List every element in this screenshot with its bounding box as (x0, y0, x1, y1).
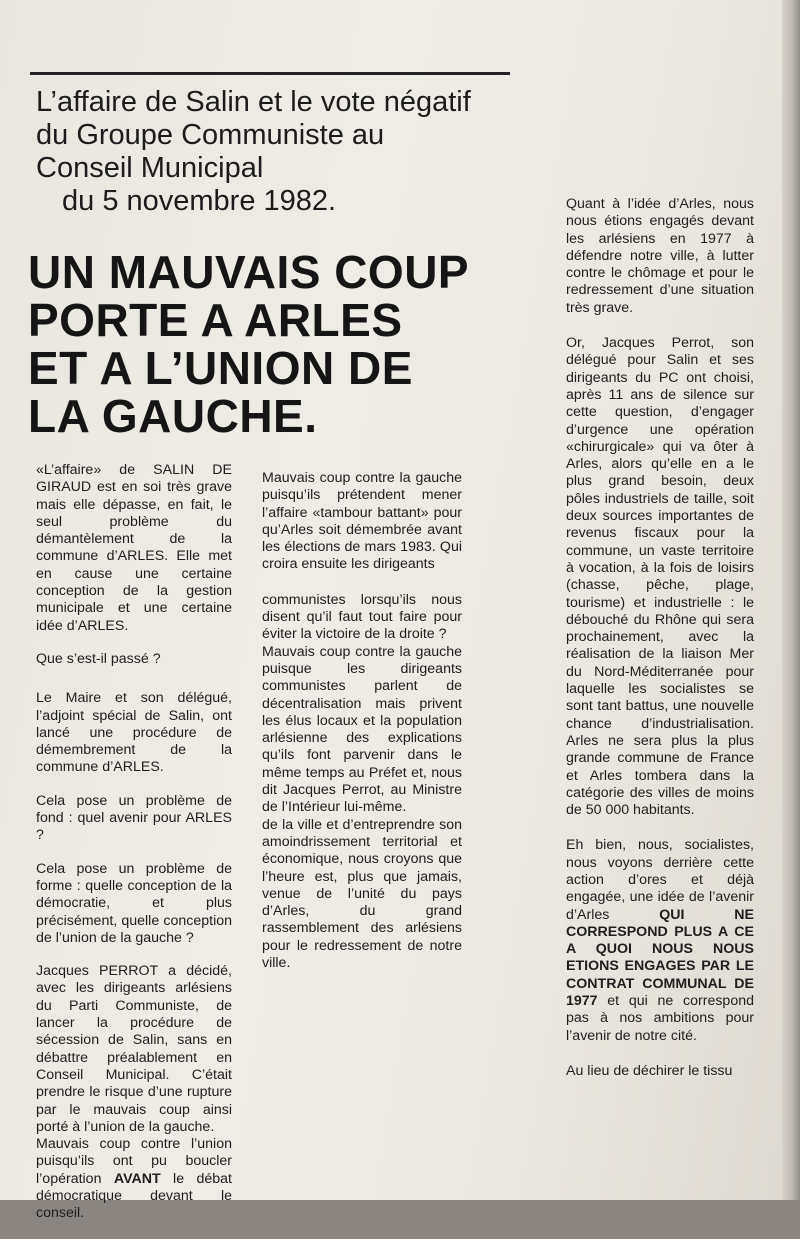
paragraph: Cela pose un problème de fond : quel avenir pour ARLES ? (36, 792, 232, 844)
text-span: Eh bien, nous, socialistes, nous voyons derrière cette action d’ores et déjà engagée, une idée de l’avenir d’Arles (566, 837, 754, 923)
subtitle-line: L’affaire de Salin et le vote négatif (36, 86, 471, 118)
subtitle-line: du Groupe Communiste au (36, 119, 385, 151)
headline-line: UN MAUVAIS COUP (28, 246, 470, 298)
text-column-2 (262, 470, 462, 972)
text-column-1 (36, 462, 232, 1239)
headline-line: PORTE A ARLES (28, 294, 403, 346)
text-column-3 (566, 196, 754, 1098)
paragraph: Jacques PERROT a décidé, avec les dirigeants arlésiens du Parti Communiste, de lancer la procédure de sécession de Salin, sans en débattre préalablement en Conseil Municipal. C’était prendre le risque d’une rupture par le mauvais coup ainsi porté à l’union de la gauche. (36, 963, 232, 1135)
article-subtitle (36, 86, 516, 218)
paragraph: Au lieu de déchirer le tissu (566, 1062, 733, 1079)
paragraph: «L’affaire» de SALIN DE GIRAUD est en soi très grave mais elle dépasse, en fait, le seul problème du démantèlement de la commune d’ARLES. Elle met en cause une certaine conception de la gestion municipale et une certaine idée d’ARLES. (36, 462, 232, 634)
paragraph: Mauvais coup contre la gauche puisque les dirigeants communistes parlent de décentralisation mais privent les élus locaux et la population arlésienne des explications qu’ils font parvenir dans le même temps au Préfet et, nous dit Jacques Perrot, au Ministre de l’Intérieur lui-même. (262, 643, 462, 816)
paragraph: Le Maire et son délégué, l’adjoint spécial de Salin, ont lancé une procédure de démembrement de la commune d’ARLES. (36, 690, 232, 776)
emphasis-text: QUI NE CORRESPOND PLUS A CE A QUOI NOUS NOUS ETIONS ENGAGES PAR LE CONTRAT COMMUNAL DE 1977 (566, 906, 754, 1010)
text-span: Mauvais coup contre l’union puisqu’ils ont pu boucler l’opération (36, 1136, 232, 1187)
paragraph: Or, Jacques Perrot, son délégué pour Salin et ses dirigeants du PC ont choisi, après 11 ans de silence sur cette question, d’engager d’urgence une opération «chirurgicale» qui va ôter à Arles, alors qu’elle en a le plus grand besoin, deux pôles industriels de taille, soit deux sources importantes de revenus fiscaux pour la commune, un vaste territoire à vocation, à la fois de loisirs (chasse, pêche, plage, tourisme) et industrielle : le débouché du Rhône qui sera prochainement, avec la réalisation de la liaison Mer du Nord-Méditerranée pour laquelle les socialistes se sont tant battus, une nouvelle chance d’industrialisation. Arles ne sera plus la plus grande commune de France et Arles tombera dans la catégorie des villes de moins de 50 000 habitants. (566, 335, 754, 819)
paragraph: Cela pose un problème de forme : quelle conception de la démocratie, et plus précisément, quelle conception de l’union de la gauche ? (36, 860, 232, 946)
headline-line: ET A L’UNION DE (28, 342, 413, 394)
paragraph (566, 837, 754, 1045)
text-span: et qui ne correspond pas à nos ambitions pour l’avenir de notre cité. (566, 993, 754, 1044)
paragraph: de la ville et d’entreprendre son amoindrissement territorial et économique, nous croyons que l’heure est, plus que jamais, venue de l’unité du pays d’Arles, du grand rassemblement des arlésiens pour le redressement de notre ville. (262, 816, 462, 972)
emphasis-text: AVANT (113, 1170, 161, 1187)
subtitle-line: Conseil Municipal (36, 152, 264, 184)
paragraph: communistes lorsqu’ils nous disent qu’il faut tout faire pour éviter la victoire de la droite ? (262, 591, 462, 643)
page-edge (782, 0, 800, 1200)
subtitle-line: du 5 novembre 1982. (62, 185, 337, 217)
paragraph: Mauvais coup contre la gauche puisqu’ils prétendent mener l’affaire «tambour battant» pour qu’Arles soit démembrée avant les élections de mars 1983. Qui croira ensuite les dirigeants (262, 470, 462, 573)
paragraph: Quant à l’idée d’Arles, nous nous étions engagés devant les arlésiens en 1977 à défendre notre ville, à lutter contre le chômage et pour le redressement d’une situation très grave. (566, 196, 754, 316)
top-rule (30, 72, 510, 75)
text-span: le débat démocratique devant le conseil. (36, 1170, 232, 1222)
paragraph (36, 1136, 232, 1222)
paragraph-question: Que s’est-il passé ? (36, 650, 161, 667)
article-headline (28, 248, 548, 440)
headline-line: LA GAUCHE. (28, 390, 318, 442)
